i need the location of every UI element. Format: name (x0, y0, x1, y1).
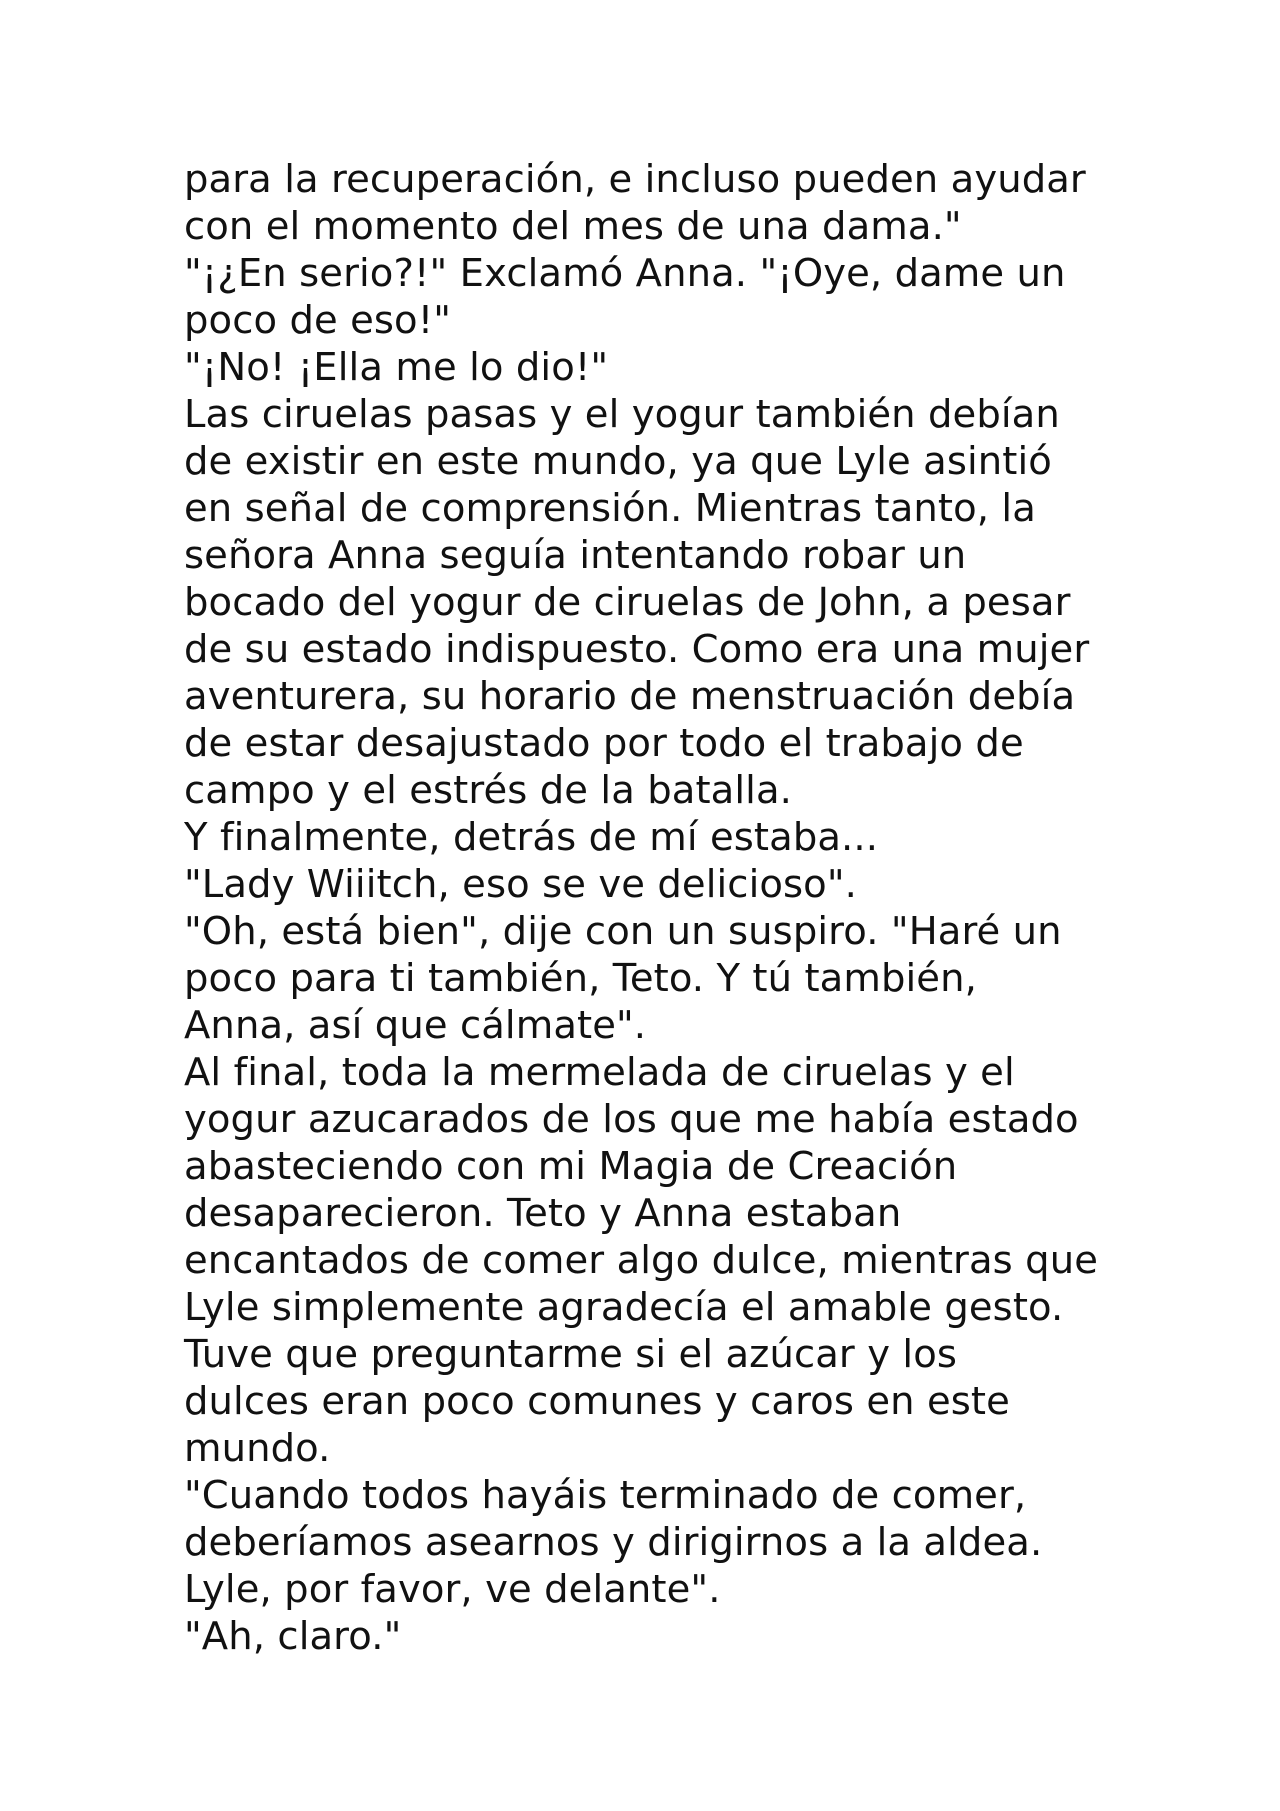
text-line: "Cuando todos hayáis terminado de comer, (184, 1473, 1027, 1518)
text-line: deberíamos asearnos y dirigirnos a la aldea. (184, 1520, 1043, 1565)
text-line: Lyle, por favor, ve delante". (184, 1567, 721, 1612)
text-line: "¡¿En serio?!" Exclamó Anna. "¡Oye, dame un (184, 251, 1066, 296)
text-line: Las ciruelas pasas y el yogur también debían (184, 392, 1060, 437)
text-line: bocado del yogur de ciruelas de John, a pesar (184, 580, 1071, 625)
text-line: de existir en este mundo, ya que Lyle asintió (184, 439, 1052, 484)
text-line: "¡No! ¡Ella me lo dio!" (184, 345, 609, 390)
text-line: Al final, toda la mermelada de ciruelas y el (184, 1050, 1015, 1095)
text-line: aventurera, su horario de menstruación debía (184, 674, 1076, 719)
text-line: Tuve que preguntarme si el azúcar y los (184, 1332, 958, 1377)
text-line: yogur azucarados de los que me había estado (184, 1097, 1079, 1142)
text-line: desaparecieron. Teto y Anna estaban (184, 1191, 902, 1236)
text-line: poco de eso!" (184, 298, 452, 343)
text-line: en señal de comprensión. Mientras tanto, la (184, 486, 1036, 531)
text-line: con el momento del mes de una dama." (184, 204, 962, 249)
text-line: Lyle simplemente agradecía el amable gesto. (184, 1285, 1064, 1330)
text-line: abasteciendo con mi Magia de Creación (184, 1144, 958, 1189)
text-line: mundo. (184, 1426, 331, 1471)
text-line: encantados de comer algo dulce, mientras que (184, 1238, 1098, 1283)
text-line: para la recuperación, e incluso pueden ayudar (184, 157, 1086, 202)
text-line: de su estado indispuesto. Como era una mujer (184, 627, 1090, 672)
text-line: "Ah, claro." (184, 1614, 402, 1659)
text-line: de estar desajustado por todo el trabajo de (184, 721, 1024, 766)
text-line: Anna, así que cálmate". (184, 1003, 647, 1048)
text-line: "Oh, está bien", dije con un suspiro. "Haré un (184, 909, 1062, 954)
text-line: dulces eran poco comunes y caros en este (184, 1379, 1010, 1424)
text-line: Y finalmente, detrás de mí estaba... (184, 815, 879, 860)
text-line: "Lady Wiiitch, eso se ve delicioso". (184, 862, 857, 907)
body-text (184, 156, 1124, 1660)
text-line: poco para ti también, Teto. Y tú también, (184, 956, 977, 1001)
text-line: señora Anna seguía intentando robar un (184, 533, 967, 578)
text-line: campo y el estrés de la batalla. (184, 768, 792, 813)
